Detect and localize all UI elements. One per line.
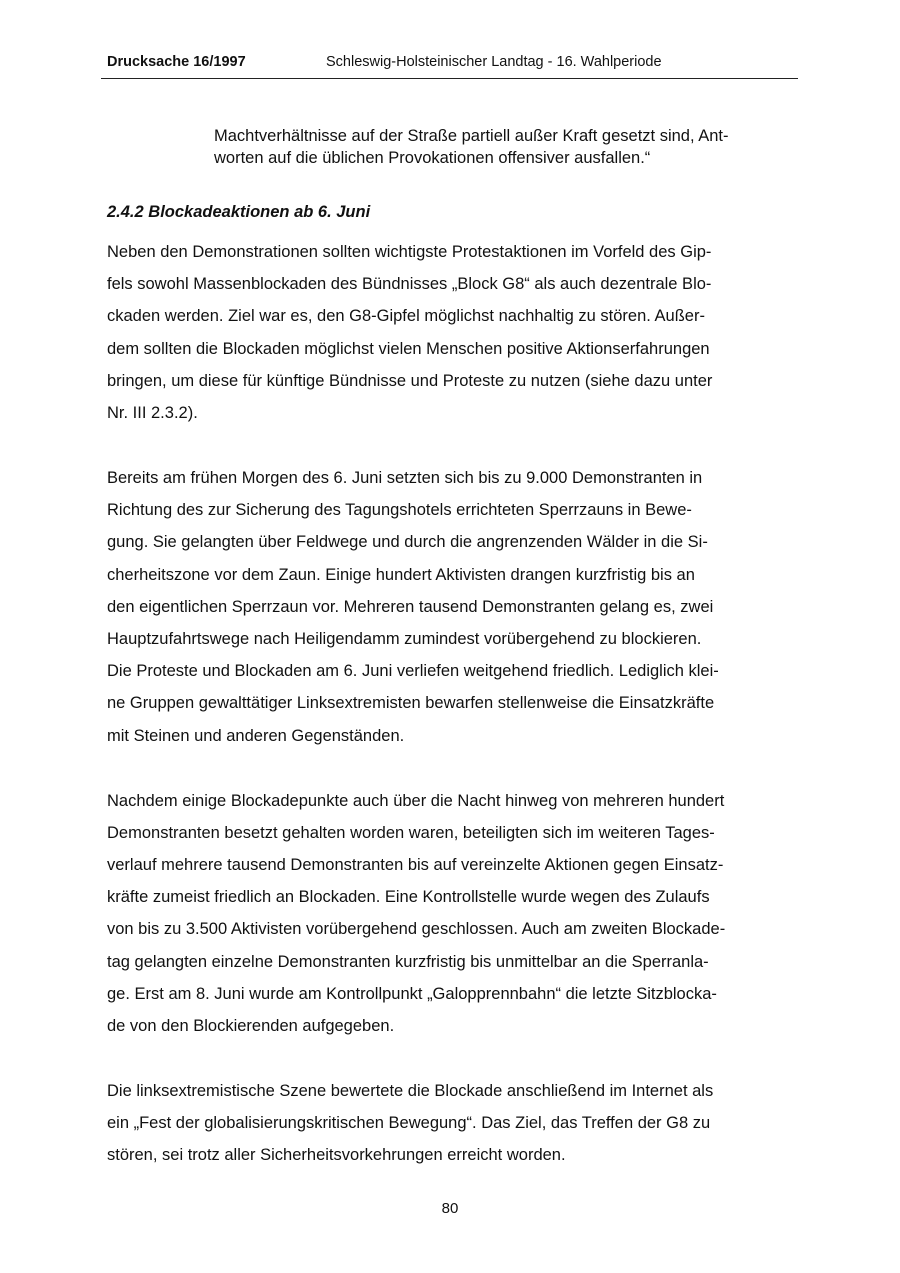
paragraph-line: Die Proteste und Blockaden am 6. Juni verliefen weitgehend friedlich. Lediglich klei- xyxy=(107,662,719,680)
paragraph-line: fels sowohl Massenblockaden des Bündnisses „Block G8“ als auch dezentrale Blo- xyxy=(107,275,712,293)
paragraph-line: cherheitszone vor dem Zaun. Einige hundert Aktivisten drangen kurzfristig bis an xyxy=(107,566,695,584)
paragraph-line: kräfte zumeist friedlich an Blockaden. Eine Kontrollstelle wurde wegen des Zulaufs xyxy=(107,888,710,906)
header-title: Schleswig-Holsteinischer Landtag - 16. Wahlperiode xyxy=(326,54,662,70)
paragraph-line: verlauf mehrere tausend Demonstranten bis auf vereinzelte Aktionen gegen Einsatz- xyxy=(107,856,724,874)
paragraph-line: gung. Sie gelangten über Feldwege und durch die angrenzenden Wälder in die Si- xyxy=(107,533,708,551)
paragraph-line: Richtung des zur Sicherung des Tagungshotels errichteten Sperrzauns in Bewe- xyxy=(107,501,692,519)
paragraph-line: tag gelangten einzelne Demonstranten kurzfristig bis unmittelbar an die Sperranla- xyxy=(107,953,709,971)
section-heading: 2.4.2 Blockadeaktionen ab 6. Juni xyxy=(107,203,371,221)
paragraph-line: ge. Erst am 8. Juni wurde am Kontrollpunkt „Galopprennbahn“ die letzte Sitzblocka- xyxy=(107,985,717,1003)
paragraph-line: den eigentlichen Sperrzaun vor. Mehreren tausend Demonstranten gelang es, zwei xyxy=(107,598,714,616)
page-header xyxy=(101,54,798,79)
paragraph-line: Nachdem einige Blockadepunkte auch über die Nacht hinweg von mehreren hundert xyxy=(107,792,725,810)
quote-line: Machtverhältnisse auf der Straße partiell außer Kraft gesetzt sind, Ant- xyxy=(214,127,729,145)
paragraph-line: ne Gruppen gewalttätiger Linksextremisten bewarfen stellenweise die Einsatzkräfte xyxy=(107,694,715,712)
paragraph-line: de von den Blockierenden aufgegeben. xyxy=(107,1017,395,1035)
paragraph-line: Nr. III 2.3.2). xyxy=(107,404,198,422)
paragraph-line: ckaden werden. Ziel war es, den G8-Gipfel möglichst nachhaltig zu stören. Außer- xyxy=(107,307,705,325)
paragraph-line: Neben den Demonstrationen sollten wichtigste Protestaktionen im Vorfeld des Gip- xyxy=(107,243,712,261)
page-number: 80 xyxy=(441,1200,459,1217)
paragraph-line: dem sollten die Blockaden möglichst vielen Menschen positive Aktionserfahrungen xyxy=(107,340,710,358)
quote-line: worten auf die üblichen Provokationen offensiver ausfallen.“ xyxy=(214,149,651,167)
paragraph-line: ein „Fest der globalisierungskritischen Bewegung“. Das Ziel, das Treffen der G8 zu xyxy=(107,1114,711,1132)
paragraph-line: stören, sei trotz aller Sicherheitsvorkehrungen erreicht worden. xyxy=(107,1146,566,1164)
paragraph-line: bringen, um diese für künftige Bündnisse und Proteste zu nutzen (siehe dazu unter xyxy=(107,372,713,390)
paragraph-line: Hauptzufahrtswege nach Heiligendamm zumindest vorübergehend zu blockieren. xyxy=(107,630,702,648)
paragraph-line: mit Steinen und anderen Gegenständen. xyxy=(107,727,405,745)
paragraph-line: von bis zu 3.500 Aktivisten vorübergehend geschlossen. Auch am zweiten Blockade- xyxy=(107,920,726,938)
paragraph-line: Die linksextremistische Szene bewertete die Blockade anschließend im Internet als xyxy=(107,1082,714,1100)
paragraph-line: Bereits am frühen Morgen des 6. Juni setzten sich bis zu 9.000 Demonstranten in xyxy=(107,469,703,487)
document-number: Drucksache 16/1997 xyxy=(107,54,246,70)
paragraph-line: Demonstranten besetzt gehalten worden waren, beteiligten sich im weiteren Tages- xyxy=(107,824,715,842)
